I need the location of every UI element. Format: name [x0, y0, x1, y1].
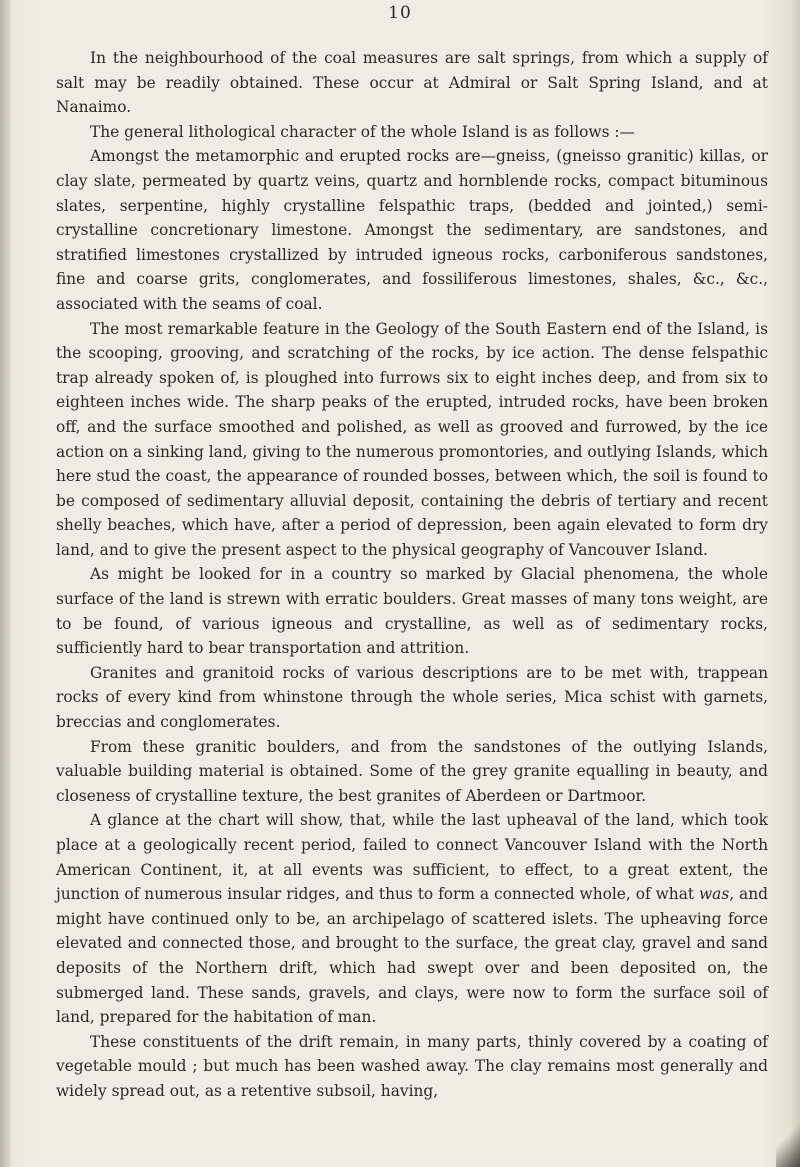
- page-number: 10: [388, 3, 412, 23]
- paragraph-upheaval: [56, 808, 768, 1029]
- paragraph-rock-types: Amongst the metamorphic and erupted rocks are—gneiss, (gneisso granitic) killas, or clay slate, permeated by quartz veins, quartz and hornblende rocks, compact bituminous slates, serpentine, highly crystalline felspathic traps, (bedded and jointed,) semi-crystalline concretionary limestone. Amongst the sedimentary, are sandstones, and stratified limestones crystallized by intruded igneous rocks, carboniferous sandstones, fine and coarse grits, conglomerates, and fossiliferous limestones, shales, &c., &c., associated with the seams of coal.: [56, 147, 768, 313]
- page-corner-shadow: [776, 1117, 800, 1167]
- body-text: [56, 46, 768, 1104]
- upheaval-italic-word: was: [698, 885, 730, 904]
- paragraph-drift-constituents: These constituents of the drift remain, in many parts, thinly covered by a coating of vegetable mould ; but much has been washed away. The clay remains most generally and widely spread out, as a retentive subsoil, having,: [56, 1032, 768, 1100]
- paragraph-granites: Granites and granitoid rocks of various descriptions are to be met with, trappean rocks of every kind from whinstone through the whole series, Mica schist with garnets, breccias and conglomerates.: [56, 663, 768, 732]
- paragraph-erratic-boulders: As might be looked for in a country so marked by Glacial phenomena, the whole surface of the land is strewn with erratic boulders. Great masses of many tons weight, are to be found, of various igneous and crystalline, as well as of sedimentary rocks, sufficiently hard to bear transportation and attrition.: [56, 565, 768, 658]
- upheaval-text-after: , and might have continued only to be, an archipelago of scattered islets. The upheaving force elevated and connected those, and brought to the surface, the great clay, gravel and sand deposits of the Northern drift, which had swept over and been deposited on, the submerged land. These sands, gravels, and clays, were now to form the surface soil of land, prepared for the habitation of man.: [56, 885, 768, 1027]
- book-spine-shadow: [0, 0, 10, 1167]
- paragraph-building-material: From these granitic boulders, and from the sandstones of the outlying Islands, valuable building material is obtained. Some of the grey granite equalling in beauty, and closeness of crystalline texture, the best granites of Aberdeen or Dartmoor.: [56, 737, 768, 805]
- paragraph-lithology-intro: The general lithological character of the whole Island is as follows :—: [90, 122, 635, 141]
- paragraph-salt-springs: In the neighbourhood of the coal measures are salt springs, from which a supply of salt may be readily obtained. These occur at Admiral or Salt Spring Island, and at Nanaimo.: [56, 49, 768, 117]
- upheaval-text-before: A glance at the chart will show, that, while the last upheaval of the land, which took place at a geologically recent period, failed to connect Vancouver Island with the North American Continent, it, at all events was sufficient, to effect, to a great extent, the junction of numerous insular ridges, and thus to form a connected whole, of what: [56, 811, 768, 904]
- paragraph-ice-action: The most remarkable feature in the Geology of the South Eastern end of the Island, is the scooping, grooving, and scratching of the rocks, by ice action. The dense felspathic trap already spoken of, is ploughed into furrows six to eight inches deep, and from six to eighteen inches wide. The sharp peaks of the erupted, intruded rocks, have been broken off, and the surface smoothed and polished, as well as grooved and furrowed, by the ice action on a sinking land, giving to the numerous promontories, and outlying Islands, which here stud the coast, the appearance of rounded bosses, between which, the soil is found to be composed of sedimentary alluvial deposit, containing the debris of tertiary and recent shelly beaches, which have, after a period of depression, been again elevated to form dry land, and to give the present aspect to the physical geography of Vancouver Island.: [56, 319, 768, 559]
